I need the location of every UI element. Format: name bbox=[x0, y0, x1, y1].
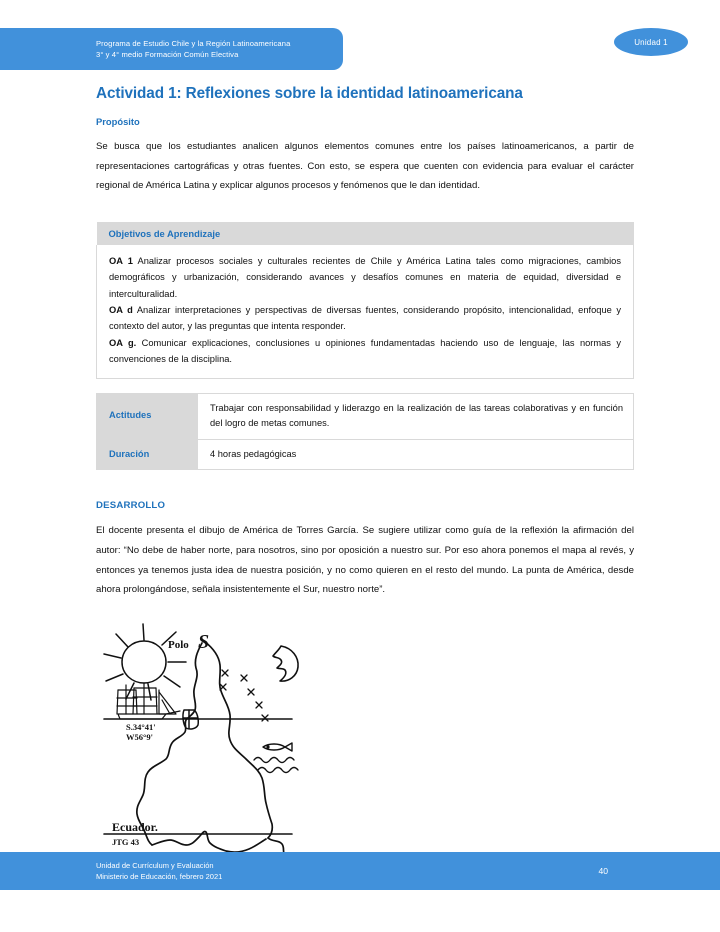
oa-text: Analizar interpretaciones y perspectivas de diversas fuentes, considerando propósito, intencionalidad, enfoque y contexto del autor, y las preguntas que intenta responder. bbox=[109, 305, 621, 332]
page-footer bbox=[0, 852, 720, 890]
program-title-line-2: 3° y 4° medio Formación Común Electiva bbox=[96, 50, 239, 59]
artist-signature bbox=[112, 837, 139, 847]
stars-group bbox=[220, 670, 268, 721]
fish-icon bbox=[263, 743, 292, 751]
svg-text:Ecuador.: Ecuador. bbox=[112, 819, 158, 834]
coordinates-text bbox=[126, 722, 156, 742]
page-content bbox=[96, 84, 634, 858]
sailing-ship-icon bbox=[117, 683, 180, 719]
footer-line-1: Unidad de Currículum y Evaluación bbox=[96, 861, 214, 870]
oa-code: OA g. bbox=[109, 337, 137, 348]
program-title-line-1: Programa de Estudio Chile y la Región Latinoamericana bbox=[96, 38, 291, 48]
attitudes-duration-table bbox=[96, 393, 634, 471]
ecuador-label bbox=[112, 820, 158, 834]
star-icon bbox=[222, 670, 228, 676]
learning-objectives-body bbox=[97, 245, 634, 378]
svg-text:W56°9': W56°9' bbox=[126, 731, 154, 742]
program-header-band bbox=[0, 28, 343, 70]
footer-text bbox=[96, 860, 222, 882]
table-row bbox=[97, 439, 634, 470]
svg-text:Polo: Polo bbox=[168, 638, 189, 651]
development-label: DESARROLLO bbox=[96, 500, 166, 512]
table-row bbox=[97, 393, 634, 439]
purpose-label: Propósito bbox=[96, 116, 140, 127]
learning-objectives-header: Objetivos de Aprendizaje bbox=[97, 222, 634, 245]
oa-item bbox=[109, 253, 621, 302]
oa-item bbox=[109, 335, 621, 368]
duration-label: Duración bbox=[97, 439, 198, 470]
oa-text: Analizar procesos sociales y culturales recientes de Chile y América Latina tales como migraciones, cambios demográficos y urbanización, considerando avances y desafíos comunes en materia de equidad, diversidad e interculturalidad. bbox=[109, 255, 621, 299]
star-icon bbox=[262, 715, 268, 721]
star-icon bbox=[256, 702, 262, 708]
star-icon bbox=[248, 689, 254, 695]
svg-text:S: S bbox=[198, 630, 210, 653]
unit-badge: Unidad 1 bbox=[614, 28, 688, 56]
attitudes-label: Actitudes bbox=[97, 393, 198, 439]
duration-value: 4 horas pedagógicas bbox=[198, 439, 634, 470]
crescent-moon-icon bbox=[273, 646, 298, 681]
table-row bbox=[97, 245, 634, 378]
page-title: Actividad 1: Reflexiones sobre la identidad latinoamericana bbox=[96, 85, 523, 102]
page-number: 40 bbox=[598, 866, 608, 876]
svg-text:S.34°41': S.34°41' bbox=[126, 721, 156, 732]
oa-code: OA d bbox=[109, 305, 133, 315]
oa-item bbox=[109, 302, 621, 335]
footer-line-2: Ministerio de Educación, febrero 2021 bbox=[96, 872, 223, 881]
development-paragraph: El docente presenta el dibujo de América de Torres García. Se sugiere utilizar como guía de la reflexión la afirmación del autor: “No debe de haber norte, para nosotros, sino por oposición a nuestro sur. Por eso ahora ponemos el mapa al revés, y entonces ya tenemos justa idea de nuestra posición, y no como quieren en el resto del mundo. La punta de América, desde ahora prolongándose, señala insistentemente el Sur, nuestro norte”. bbox=[96, 525, 634, 596]
oa-text: Comunicar explicaciones, conclusiones u opiniones fundamentadas haciendo uso de lenguaje, las normas y convenciones de la disciplina. bbox=[109, 337, 621, 365]
svg-text:JTG 43: JTG 43 bbox=[112, 836, 140, 847]
waves-icon bbox=[254, 757, 298, 772]
star-icon bbox=[241, 675, 247, 681]
oa-code: OA 1 bbox=[109, 255, 133, 266]
learning-objectives-table bbox=[96, 222, 634, 379]
attitudes-value: Trabajar con responsabilidad y liderazgo en la realización de las tareas colaborativas y en función del logro de metas comunes. bbox=[198, 393, 634, 439]
america-invertida-drawing bbox=[96, 618, 321, 858]
purpose-paragraph: Se busca que los estudiantes analicen algunos elementos comunes entre los países latinoamericanos, a partir de representaciones cartográficas y otras fuentes. Con esto, se espera que cuenten con evidencia para evaluar el carácter regional de América Latina y explicar algunos procesos y fenómenos que le dan identidad. bbox=[96, 141, 634, 192]
table-row bbox=[97, 222, 634, 245]
south-america-outline bbox=[137, 638, 285, 855]
